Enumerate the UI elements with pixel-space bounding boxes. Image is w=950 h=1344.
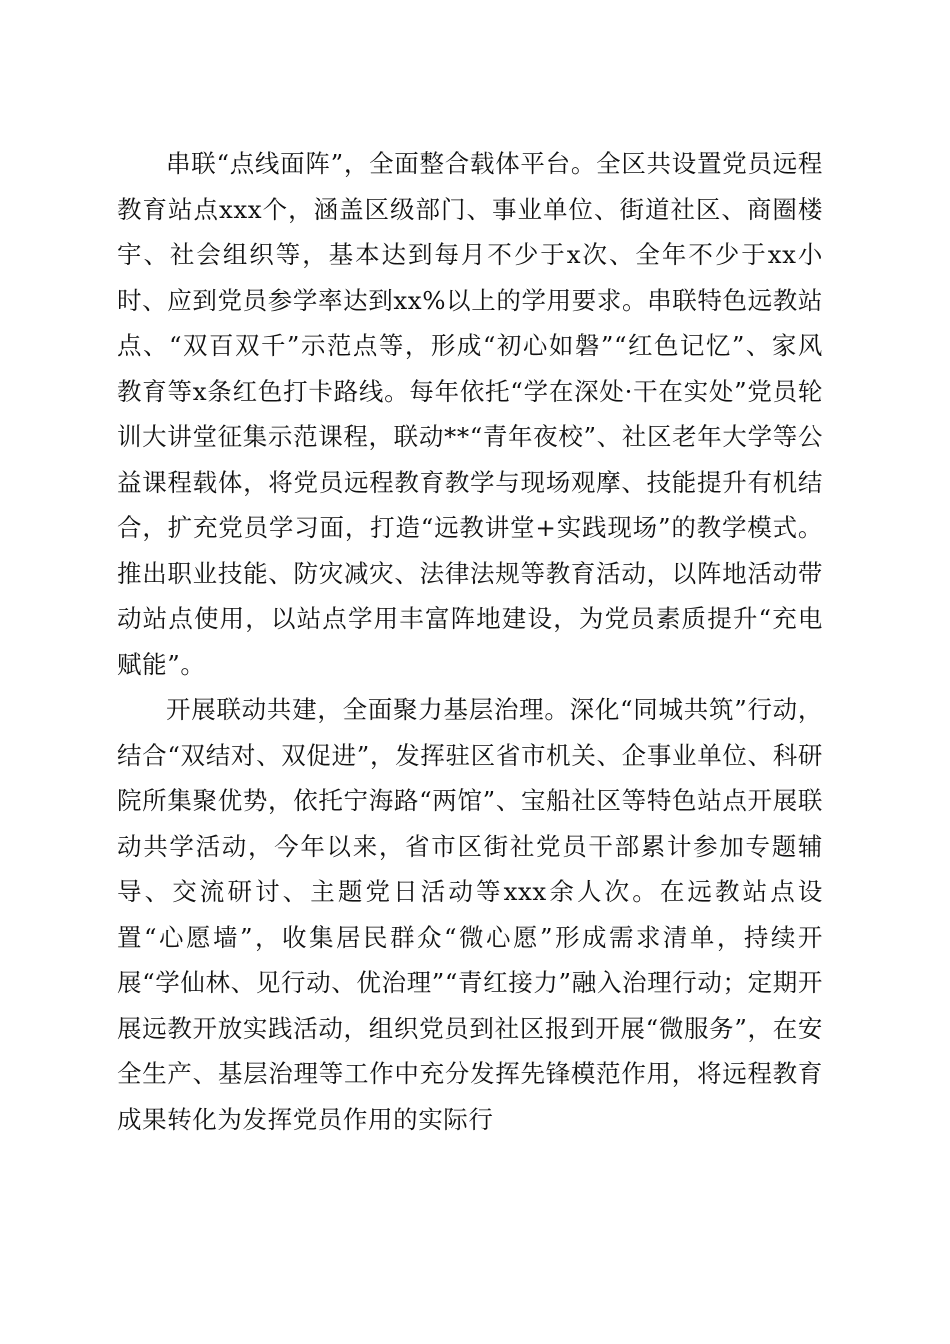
paragraph-2: 开展联动共建，全面聚力基层治理。深化“同城共筑”行动，结合“双结对、双促进”，发挥驻区省市机关、企事业单位、科研院所集聚优势，依托宁海路“两馆”、宝船社区等特色站点开展联动共学活动，今年以来，省市区街社党员干部累计参加专题辅导、交流研讨、主题党日活动等xxx余人次。在远教站点设置“心愿墙”，收集居民群众“微心愿”形成需求清单，持续开展“学仙林、见行动、优治理”“青红接力”融入治理行动；定期开展远教开放实践活动，组织党员到社区报到开展“微服务”，在安全生产、基层治理等工作中充分发挥先锋模范作用，将远程教育成果转化为发挥党员作用的实际行 [117,695,823,1134]
document-body [117,141,823,1142]
paragraph-1: 串联“点线面阵”，全面整合载体平台。全区共设置党员远程教育站点xxx个，涵盖区级部门、事业单位、街道社区、商圈楼宇、社会组织等，基本达到每月不少于x次、全年不少于xx小时、应到党员参学率达到xx%以上的学用要求。串联特色远教站点、“双百双千”示范点等，形成“初心如磐”“红色记忆”、家风教育等x条红色打卡路线。每年依托“学在深处·干在实处”党员轮训大讲堂征集示范课程，联动**“青年夜校”、社区老年大学等公益课程载体，将党员远程教育教学与现场观摩、技能提升有机结合，扩充党员学习面，打造“远教讲堂+实践现场”的教学模式。推出职业技能、防灾减灾、法律法规等教育活动，以阵地活动带动站点使用，以站点学用丰富阵地建设，为党员素质提升“充电赋能”。 [117,149,823,679]
